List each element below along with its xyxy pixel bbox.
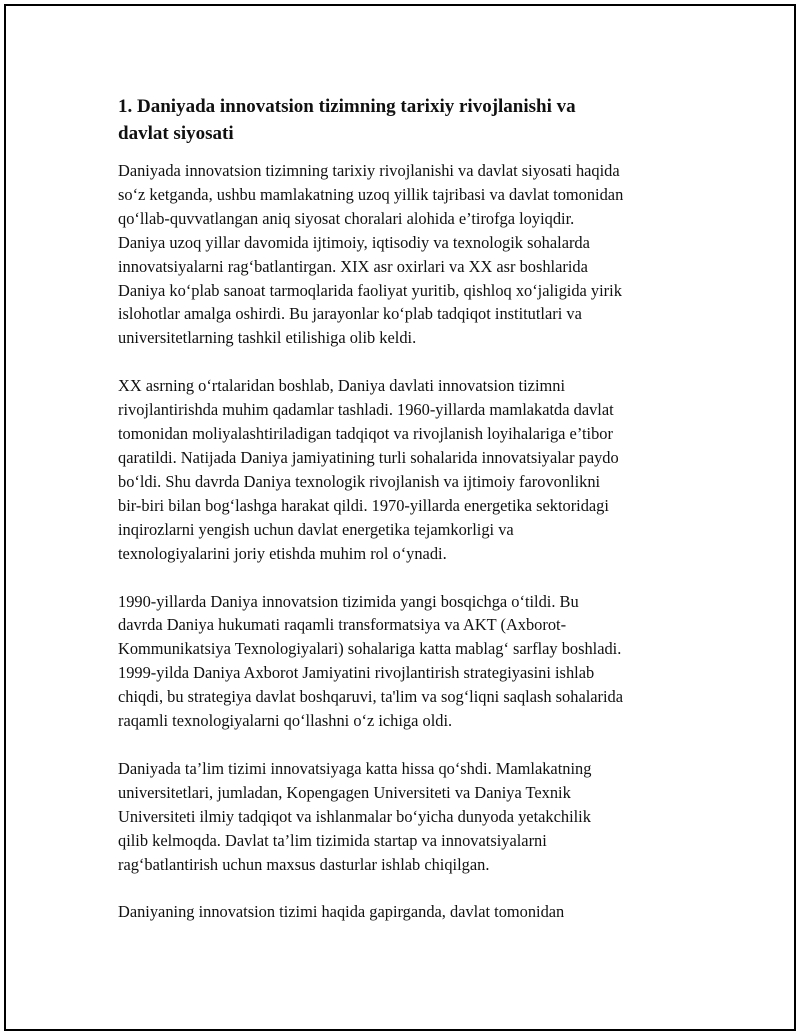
text-line: davrda Daniya hukumati raqamli transformatsiya va AKT (Axborot-: [118, 615, 567, 635]
text-line: chiqdi, bu strategiya davlat boshqaruvi, ta'lim va sog‘liqni saqlash sohalarida: [118, 687, 624, 707]
document-body: [118, 93, 693, 948]
text-line: bir-biri bilan bog‘lashga harakat qildi. 1970-yillarda energetika sektoridagi: [118, 495, 609, 515]
text-line: Daniyada innovatsion tizimning tarixiy rivojlanishi va davlat siyosati haqida: [118, 161, 620, 180]
text-line: bo‘ldi. Shu davrda Daniya texnologik rivojlanish va ijtimoiy farovonlikni: [118, 471, 601, 491]
heading-line: davlat siyosati: [118, 123, 234, 144]
text-line: innovatsiyalarni rag‘batlantirgan. XIX asr oxirlari va XX asr boshlarida: [118, 256, 588, 276]
text-line: 1999-yilda Daniya Axborot Jamiyatini rivojlantirish strategiyasini ishlab: [118, 663, 595, 683]
text-line: texnologiyalarini joriy etishda muhim rol o‘ynadi.: [118, 543, 447, 563]
text-line: tomonidan moliyalashtiriladigan tadqiqot va rivojlanish loyihalariga e’tibor: [118, 424, 613, 444]
text-line: Daniyada ta’lim tizimi innovatsiyaga katta hissa qo‘shdi. Mamlakatning: [118, 758, 592, 778]
text-line: XX asrning o‘rtalaridan boshlab, Daniya davlati innovatsion tizimni: [118, 376, 565, 396]
text-line: universitetlarning tashkil etilishiga olib keldi.: [118, 328, 417, 348]
text-line: Kommunikatsiya Texnologiyalari) sohalariga katta mablag‘ sarflay boshladi.: [118, 639, 622, 659]
text-line: inqirozlarni yengish uchun davlat energetika tejamkorligi va: [118, 519, 514, 539]
section-heading: [118, 93, 693, 147]
text-line: raqamli texnologiyalarni qo‘llashni o‘z ichiga oldi.: [118, 711, 453, 731]
paragraph-3: [118, 590, 693, 733]
text-line: so‘z ketganda, ushbu mamlakatning uzoq yillik tajribasi va davlat tomonidan: [118, 184, 624, 204]
text-line: rivojlantirishda muhim qadamlar tashladi. 1960-yillarda mamlakatda davlat: [118, 400, 614, 420]
paragraph-2: [118, 374, 693, 565]
text-line: universitetlari, jumladan, Kopengagen Universiteti va Daniya Texnik: [118, 782, 571, 802]
text-line: Daniya ko‘plab sanoat tarmoqlarida faoliyat yuritib, qishloq xo‘jaligida yirik: [118, 280, 622, 300]
paragraph-1: [118, 159, 693, 350]
text-line: Daniyaning innovatsion tizimi haqida gapirganda, davlat tomonidan: [118, 902, 565, 922]
heading-line: 1. Daniyada innovatsion tizimning tarixiy rivojlanishi va: [118, 96, 576, 117]
text-line: qo‘llab-quvvatlangan aniq siyosat choralari alohida e’tirofga loyiqdir.: [118, 208, 575, 228]
text-line: rag‘batlantirish uchun maxsus dasturlar ishlab chiqilgan.: [118, 854, 490, 874]
text-line: Universiteti ilmiy tadqiqot va ishlanmalar bo‘yicha dunyoda yetakchilik: [118, 806, 591, 826]
text-line: islohotlar amalga oshirdi. Bu jarayonlar ko‘plab tadqiqot institutlari va: [118, 304, 582, 324]
paragraph-5: [118, 900, 693, 924]
text-line: qaratildi. Natijada Daniya jamiyatining turli sohalarida innovatsiyalar paydo: [118, 447, 619, 467]
text-line: 1990-yillarda Daniya innovatsion tizimida yangi bosqichga o‘tildi. Bu: [118, 591, 579, 611]
text-line: Daniya uzoq yillar davomida ijtimoiy, iqtisodiy va texnologik sohalarda: [118, 232, 590, 252]
paragraph-4: [118, 757, 693, 877]
text-line: qilib kelmoqda. Davlat ta’lim tizimida startap va innovatsiyalarni: [118, 830, 547, 850]
